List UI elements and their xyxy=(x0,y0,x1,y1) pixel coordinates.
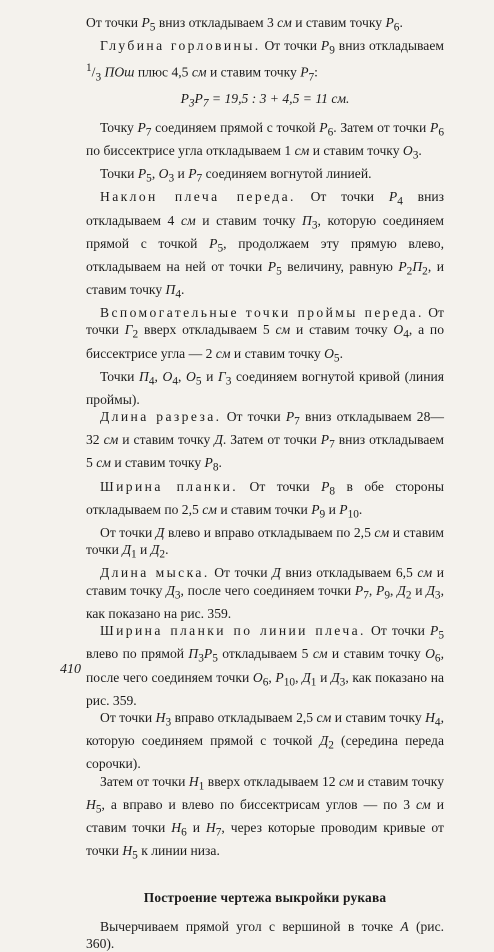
paragraph: Вычерчиваем прямой угол с вершиной в точке A (рис. 360). xyxy=(86,918,444,952)
paragraph: От точки Д влево и вправо откладываем по 2,5 см и ставим точки $Д_1$ и $Д_2$. xyxy=(86,524,444,561)
section-heading: Построение чертежа выкройки рукава xyxy=(143,890,387,906)
paragraph: Ширина планки по линии плеча. От точки $P_5$ влево по прямой $П_3P_5$ откладываем 5 см и ставим точку $O_6$, после чего соединяем точки $O_6$, $P_{10}$, $Д_1$ и $Д_3$, как показано на рис. 359. xyxy=(86,623,445,708)
paragraph: От точки $P_5$ вниз откладываем 3 см и ставим точку $P_6$. xyxy=(86,15,403,34)
paragraph: Вспомогательные точки проймы переда. От точки $Г_2$ вверх откладываем 5 см и ставим точку $O_4$, а по биссектрисе угла — 2 см и ставим точку $O_5$. xyxy=(86,305,444,365)
paragraph: От точки $H_3$ вправо откладываем 2,5 см и ставим точку $H_4$, которую соединяем прямой с точкой $Д_2$ (середина переда сорочки). xyxy=(86,710,444,772)
paragraph: Глубина горловины. От точки $P_9$ вниз откладываем $^1/_3$ ПОш плюс 4,5 см и ставим точку $P_7$: xyxy=(86,38,444,84)
paragraph: Наклон плеча переда. От точки $P_4$ вниз откладываем 4 см и ставим точку $П_3$, которую соединяем прямой с точкой $P_5$, продолжаем эту прямую влево, откладываем на ней от точки $P_5$ величину, равную $P_2П_2$, и ставим точку $П_4$. xyxy=(86,189,445,301)
formula: $P_3P_7 = 19,5$ : 3 + 4,5 = 11 см. xyxy=(180,90,350,110)
paragraph: Точки $P_5$, $O_3$ и $P_7$ соединяем вогнутой линией. xyxy=(100,166,372,185)
paragraph: Точки $П_4$, $O_4$, $O_5$ и $Г_3$ соединяем вогнутой кривой (линия проймы). xyxy=(86,368,445,407)
paragraph: Точку $P_7$ соединяем прямой с точкой $P_6$. Затем от точки $P_6$ по биссектрисе угла откладываем 1 см и ставим точку $O_3$. xyxy=(86,120,445,162)
page-number: 410 xyxy=(60,662,81,677)
paragraph: Ширина планки. От точки $P_8$ в обе стороны откладываем по 2,5 см и ставим точки $P_9$ и $P_{10}$. xyxy=(86,478,444,521)
body-text xyxy=(86,14,444,952)
paragraph: Длина мыска. От точки Д вниз откладываем 6,5 см и ставим точку $Д_3$, после чего соединяем точки $P_7$, $P_9$, $Д_2$ и $Д_3$, как показано на рис. 359. xyxy=(86,565,444,621)
paragraph: Длина разреза. От точки $P_7$ вниз откладываем 28—32 см и ставим точку Д. Затем от точки $P_7$ вниз откладываем 5 см и ставим точку $P_8$. xyxy=(86,409,445,475)
paragraph: Затем от точки $H_1$ вверх откладываем 12 см и ставим точку $H_5$, а вправо и влево по биссектрисам углов — по 3 см и ставим точки $H_6$ и $H_7$, через которые проводим кривые от точки $H_5$ к линии низа. xyxy=(86,773,444,862)
